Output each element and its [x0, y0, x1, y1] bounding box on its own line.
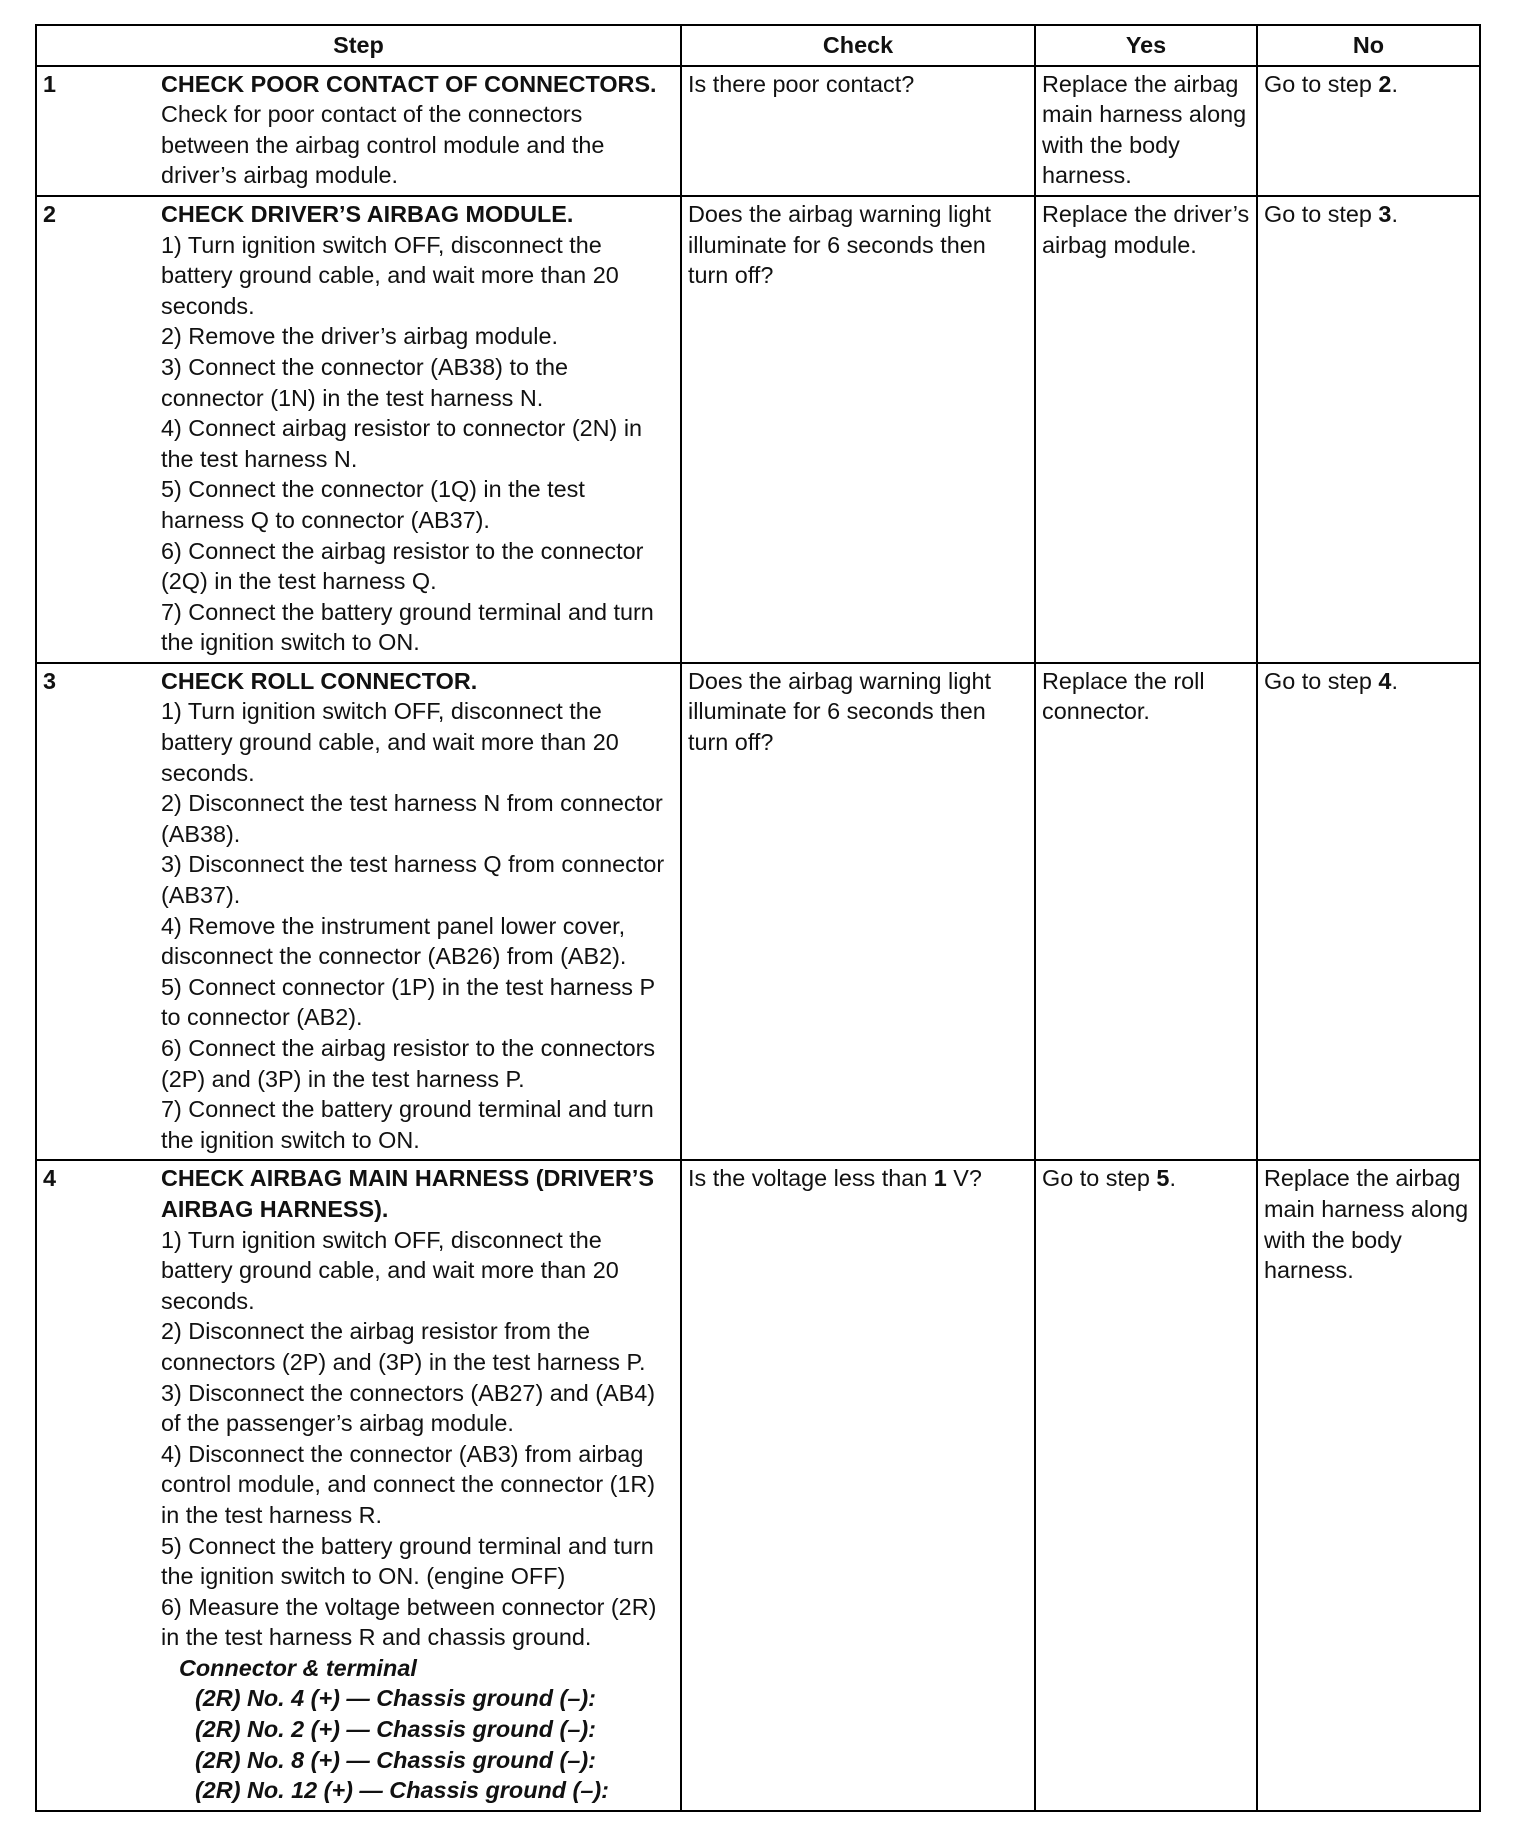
step-title: CHECK ROLL CONNECTOR. — [161, 667, 478, 694]
step-instruction: 3) Connect the connector (AB38) to the connector (1N) in the test harness N. — [161, 353, 568, 411]
no-cell — [1257, 66, 1480, 196]
header-step: Step — [36, 25, 681, 66]
step-cell — [36, 66, 681, 196]
step-instruction: 2) Remove the driver’s airbag module. — [161, 323, 558, 350]
step-number: 2 — [43, 200, 57, 227]
yes-cell — [1035, 1160, 1257, 1810]
step-instruction: 6) Measure the voltage between connector (2R) in the test harness R and chassis ground. — [161, 1593, 657, 1651]
no-text: Go to step — [1264, 200, 1379, 227]
step-instruction: 2) Disconnect the test harness N from connector (AB38). — [161, 790, 663, 847]
step-instruction: 6) Connect the airbag resistor to the connector (2Q) in the test harness Q. — [161, 537, 644, 595]
no-step-link[interactable]: 2 — [1378, 70, 1392, 97]
step-number: 1 — [43, 70, 57, 97]
no-cell — [1257, 196, 1480, 663]
yes-suffix: . — [1169, 1165, 1176, 1192]
step-title: CHECK AIRBAG MAIN HARNESS (DRIVER’S AIRBAG HARNESS). — [161, 1165, 654, 1222]
table-row-step-4 — [36, 1160, 1480, 1810]
step-body — [161, 69, 674, 191]
check-cell — [681, 1160, 1035, 1810]
step-cell — [36, 663, 681, 1161]
header-row — [36, 25, 1480, 66]
step-instruction: 5) Connect the connector (1Q) in the test harness Q to connector (AB37). — [161, 476, 585, 533]
step-instruction: 5) Connect connector (1P) in the test harness P to connector (AB2). — [161, 973, 655, 1031]
check-text: Is the voltage less than — [688, 1165, 934, 1192]
step-number: 3 — [43, 667, 57, 694]
step-body — [161, 199, 674, 658]
check-cell: Does the airbag warning light illuminate for 6 seconds then turn off? — [681, 663, 1035, 1161]
step-instruction: 1) Turn ignition switch OFF, disconnect the battery ground cable, and wait more than 20 seconds. — [161, 231, 619, 319]
no-cell — [1257, 663, 1480, 1161]
check-value: 1 — [933, 1165, 947, 1192]
yes-cell: Replace the roll connector. — [1035, 663, 1257, 1161]
no-step-link[interactable]: 4 — [1378, 667, 1392, 694]
diagnostic-table — [35, 24, 1481, 1812]
table-row-step-3 — [36, 663, 1480, 1161]
diagnostic-page — [35, 24, 1479, 1812]
header-check: Check — [681, 25, 1035, 66]
header-no: No — [1257, 25, 1480, 66]
step-instruction: 3) Disconnect the test harness Q from connector (AB37). — [161, 851, 665, 909]
connector-terminal-item: (2R) No. 4 (+) — Chassis ground (–): — [195, 1685, 596, 1712]
no-text: Go to step — [1264, 70, 1379, 97]
connector-terminal-item: (2R) No. 2 (+) — Chassis ground (–): — [195, 1716, 596, 1743]
check-cell: Is there poor contact? — [681, 66, 1035, 196]
no-suffix: . — [1391, 200, 1398, 227]
no-suffix: . — [1391, 70, 1398, 97]
yes-step-link[interactable]: 5 — [1156, 1165, 1170, 1192]
step-title: CHECK POOR CONTACT OF CONNECTORS. — [161, 70, 657, 97]
step-instruction: 4) Disconnect the connector (AB3) from airbag control module, and connect the connector (1R) in the test harness R. — [161, 1440, 656, 1528]
check-suffix: V? — [946, 1165, 982, 1192]
no-step-link[interactable]: 3 — [1378, 200, 1392, 227]
table-row-step-1 — [36, 66, 1480, 196]
step-instruction: 2) Disconnect the airbag resistor from the connectors (2P) and (3P) in the test harness P. — [161, 1318, 646, 1375]
step-instruction: 1) Turn ignition switch OFF, disconnect the battery ground cable, and wait more than 20 seconds. — [161, 698, 619, 786]
connector-heading: Connector & terminal — [179, 1654, 417, 1681]
step-instruction: 3) Disconnect the connectors (AB27) and (AB4) of the passenger’s airbag module. — [161, 1379, 656, 1437]
check-cell: Does the airbag warning light illuminate for 6 seconds then turn off? — [681, 196, 1035, 663]
table-row-step-2 — [36, 196, 1480, 663]
step-instruction: 4) Connect airbag resistor to connector (2N) in the test harness N. — [161, 415, 643, 472]
step-instruction: Check for poor contact of the connectors between the airbag control module and the driver’s airbag module. — [161, 101, 605, 189]
connector-terminal-item: (2R) No. 12 (+) — Chassis ground (–): — [195, 1777, 609, 1804]
step-body — [161, 666, 674, 1156]
step-instruction: 7) Connect the battery ground terminal and turn the ignition switch to ON. — [161, 1096, 654, 1153]
connector-terminal-item: (2R) No. 8 (+) — Chassis ground (–): — [195, 1746, 596, 1773]
step-instruction: 5) Connect the battery ground terminal and turn the ignition switch to ON. (engine OFF) — [161, 1532, 654, 1590]
no-suffix: . — [1391, 667, 1398, 694]
step-instruction: 1) Turn ignition switch OFF, disconnect the battery ground cable, and wait more than 20 seconds. — [161, 1226, 619, 1314]
no-text: Go to step — [1264, 667, 1379, 694]
no-cell: Replace the airbag main harness along with the body harness. — [1257, 1160, 1480, 1810]
yes-cell: Replace the airbag main harness along with the body harness. — [1035, 66, 1257, 196]
step-number: 4 — [43, 1165, 57, 1192]
yes-text: Go to step — [1042, 1165, 1157, 1192]
step-instruction: 4) Remove the instrument panel lower cover, disconnect the connector (AB26) from (AB2). — [161, 912, 627, 970]
header-yes: Yes — [1035, 25, 1257, 66]
step-body — [161, 1163, 674, 1805]
step-cell — [36, 1160, 681, 1810]
step-cell — [36, 196, 681, 663]
step-title: CHECK DRIVER’S AIRBAG MODULE. — [161, 200, 574, 227]
step-instruction: 6) Connect the airbag resistor to the connectors (2P) and (3P) in the test harness P. — [161, 1035, 656, 1092]
step-instruction: 7) Connect the battery ground terminal and turn the ignition switch to ON. — [161, 598, 654, 656]
yes-cell: Replace the driver’s airbag module. — [1035, 196, 1257, 663]
